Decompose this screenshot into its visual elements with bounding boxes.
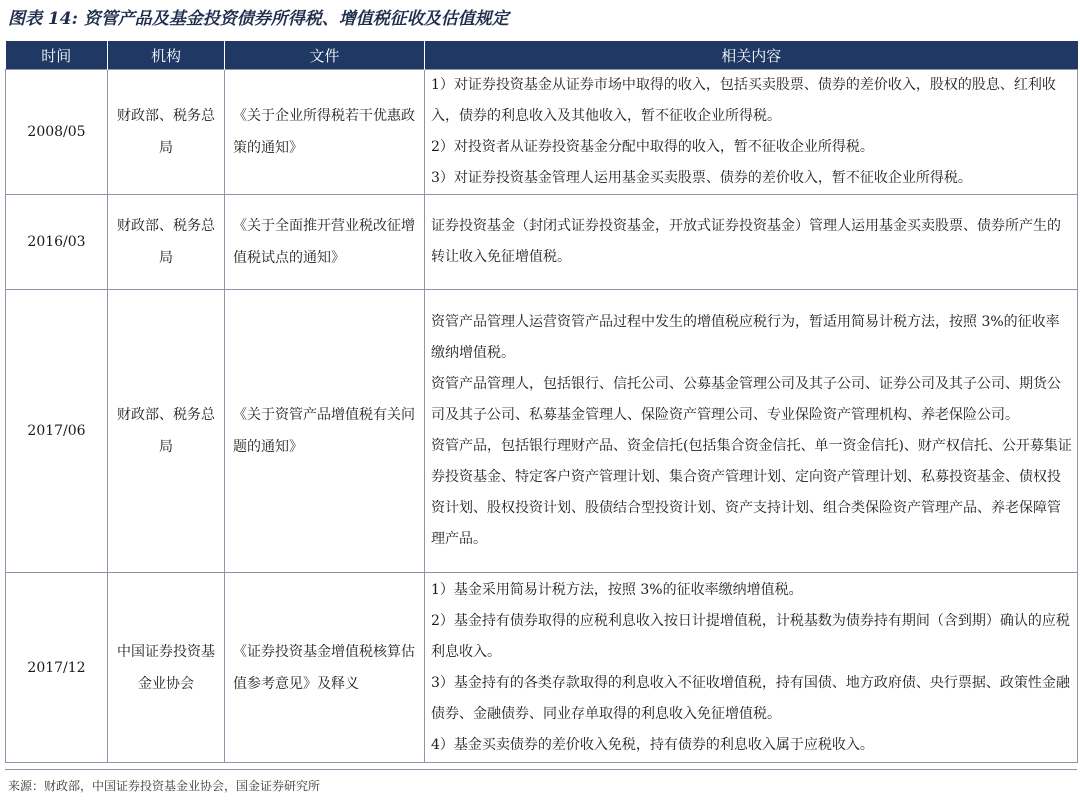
content-paragraph: 4）基金买卖债券的差价收入免税，持有债券的利息收入属于应税收入。 [431,736,874,753]
content-paragraph: 资管产品，包括银行理财产品、资金信托(包括集合资金信托、单一资金信托)、财产权信托、公开募集证券投资基金、特定客户资产管理计划、集合资产管理计划、定向资产管理计划、私募投资基金、债权投资计划、股权投资计划、股债结合型投资计划、资产支持计划、组合类保险资产管理产品、养老保障管理产品。 [431,438,1072,547]
content-paragraph: 3）基金持有的各类存款取得的利息收入不征收增值税，持有国债、地方政府债、央行票据、政策性金融债券、金融债券、同业存单取得的利息收入免征增值税。 [431,674,1070,722]
cell-content [425,290,1078,573]
table-row [6,70,1078,195]
cell-date: 2016/03 [6,195,108,290]
cell-file: 《关于企业所得税若干优惠政策的通知》 [225,70,425,195]
cell-file: 《关于全面推开营业税改征增值税试点的通知》 [225,195,425,290]
cell-org: 中国证券投资基金业协会 [108,573,225,763]
cell-date: 2017/06 [6,290,108,573]
header-org: 机构 [108,41,225,70]
content-paragraph: 3）对证券投资基金管理人运用基金买卖股票、债券的差价收入，暂不征收企业所得税。 [431,170,972,186]
cell-content [425,70,1078,195]
content-paragraph: 2）对投资者从证券投资基金分配中取得的收入，暂不征收企业所得税。 [431,139,874,155]
tax-regulation-table [5,41,1078,763]
cell-org: 财政部、税务总局 [108,70,225,195]
source-note: 来源：财政部，中国证券投资基金业协会，国金证券研究所 [8,779,321,793]
cell-date: 2008/05 [6,70,108,195]
cell-file: 《证券投资基金增值税核算估值参考意见》及释义 [225,573,425,763]
table-row [6,290,1078,573]
content-paragraph: 资管产品管理人，包括银行、信托公司、公募基金管理公司及其子公司、证券公司及其子公司、期货公司及其子公司、私募基金管理人、保险资产管理公司、专业保险资产管理机构、养老保险公司。 [431,376,1061,423]
figure-title: 图表 14: 资管产品及基金投资债券所得税、增值税征收及估值规定 [8,9,509,29]
header-content: 相关内容 [425,41,1078,70]
cell-org: 财政部、税务总局 [108,195,225,290]
content-paragraph: 1）对证券投资基金从证券市场中取得的收入，包括买卖股票、债券的差价收入，股权的股息、红利收入，债券的利息收入及其他收入，暂不征收企业所得税。 [431,77,1056,124]
table-row [6,573,1078,763]
header-file: 文件 [225,41,425,70]
bottom-rule [5,769,1077,770]
cell-content [425,195,1078,290]
header-date: 时间 [6,41,108,70]
content-paragraph: 2）基金持有债券取得的应税利息收入按日计提增值税，计税基数为债券持有期间（含到期）确认的应税利息收入。 [431,612,1070,660]
cell-content [425,573,1078,763]
cell-file: 《关于资管产品增值税有关问题的通知》 [225,290,425,573]
content-paragraph: 资管产品管理人运营资管产品过程中发生的增值税应税行为，暂适用简易计税方法，按照 3%的征收率缴纳增值税。 [431,314,1060,361]
content-paragraph: 证券投资基金（封闭式证券投资基金，开放式证券投资基金）管理人运用基金买卖股票、债券所产生的转让收入免征增值税。 [431,218,1061,265]
content-paragraph: 1）基金采用简易计税方法，按照 3%的征收率缴纳增值税。 [431,581,803,598]
table-header-row [6,41,1078,70]
cell-org: 财政部、税务总局 [108,290,225,573]
table-row [6,195,1078,290]
cell-date: 2017/12 [6,573,108,763]
